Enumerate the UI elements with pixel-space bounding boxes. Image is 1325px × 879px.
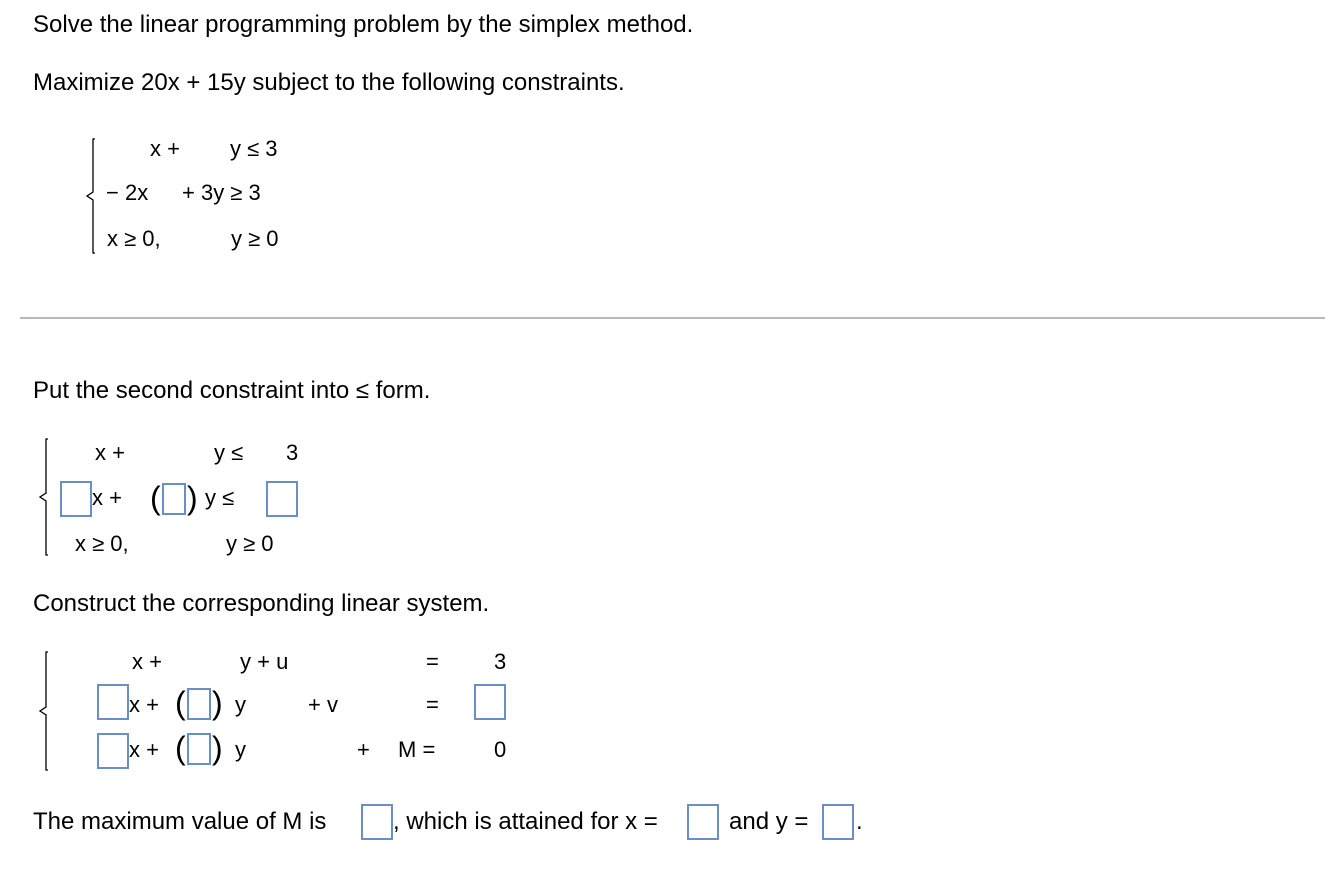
constraint-1-x: x +	[150, 136, 180, 161]
answer-text-2: , which is attained for x =	[393, 808, 658, 835]
x-value-input[interactable]	[687, 804, 719, 840]
system-row3-x: x +	[129, 737, 159, 762]
objective-text: Maximize 20x + 15y subject to the following constraints.	[33, 69, 625, 96]
system-row1-rhs: 3	[494, 649, 507, 674]
objective-coef-x-input[interactable]	[97, 733, 129, 769]
rhs-input[interactable]	[266, 481, 298, 517]
system-row1-eq: =	[426, 649, 439, 674]
step1-row2-y: y ≤	[205, 485, 235, 510]
open-paren: (	[175, 685, 186, 721]
coef-x-input[interactable]	[60, 481, 92, 517]
instruction-text: Solve the linear programming problem by the simplex method.	[33, 11, 694, 38]
system-row1-y: y + u	[240, 649, 289, 674]
system-row2-y: y	[235, 692, 246, 717]
left-brace-icon	[84, 137, 98, 255]
coef-y-input[interactable]	[162, 483, 186, 515]
step1-row1-y: y ≤	[214, 440, 244, 465]
open-paren: (	[175, 730, 186, 766]
left-brace-icon	[37, 650, 51, 772]
system-row3-plus: +	[357, 737, 370, 762]
y-value-input[interactable]	[822, 804, 854, 840]
step1-prompt: Put the second constraint into ≤ form.	[33, 377, 431, 404]
system-coef-y-input[interactable]	[187, 688, 211, 720]
constraint-2-x: − 2x	[106, 180, 149, 205]
nonneg-y: y ≥ 0	[231, 226, 279, 251]
step1-row1-x: x +	[95, 440, 125, 465]
constraint-1-y: y ≤ 3	[230, 136, 278, 161]
answer-period: .	[856, 808, 863, 835]
system-row2-slack: + v	[308, 692, 338, 717]
answer-text-1: The maximum value of M is	[33, 808, 327, 835]
system-coef-x-input[interactable]	[97, 684, 129, 720]
max-value-input[interactable]	[361, 804, 393, 840]
constraint-2-rest: + 3y ≥ 3	[182, 180, 261, 205]
step2-prompt: Construct the corresponding linear system.	[33, 590, 490, 617]
system-row2-x: x +	[129, 692, 159, 717]
section-divider	[20, 317, 1325, 319]
left-brace-icon	[37, 437, 51, 557]
step1-nonneg-x: x ≥ 0,	[75, 531, 129, 556]
system-row1-x: x +	[132, 649, 162, 674]
step1-nonneg-y: y ≥ 0	[226, 531, 274, 556]
close-paren: )	[187, 480, 198, 516]
system-row3-y: y	[235, 737, 246, 762]
nonneg-x: x ≥ 0,	[107, 226, 161, 251]
system-row3-m: M =	[398, 737, 436, 762]
step1-row2-x: x +	[92, 485, 122, 510]
system-row3-rhs: 0	[494, 737, 507, 762]
open-paren: (	[150, 480, 161, 516]
system-row2-eq: =	[426, 692, 439, 717]
close-paren: )	[212, 685, 223, 721]
system-rhs-input[interactable]	[474, 684, 506, 720]
close-paren: )	[212, 730, 223, 766]
answer-text-3: and y =	[729, 808, 809, 835]
objective-coef-y-input[interactable]	[187, 733, 211, 765]
step1-row1-rhs: 3	[286, 440, 299, 465]
